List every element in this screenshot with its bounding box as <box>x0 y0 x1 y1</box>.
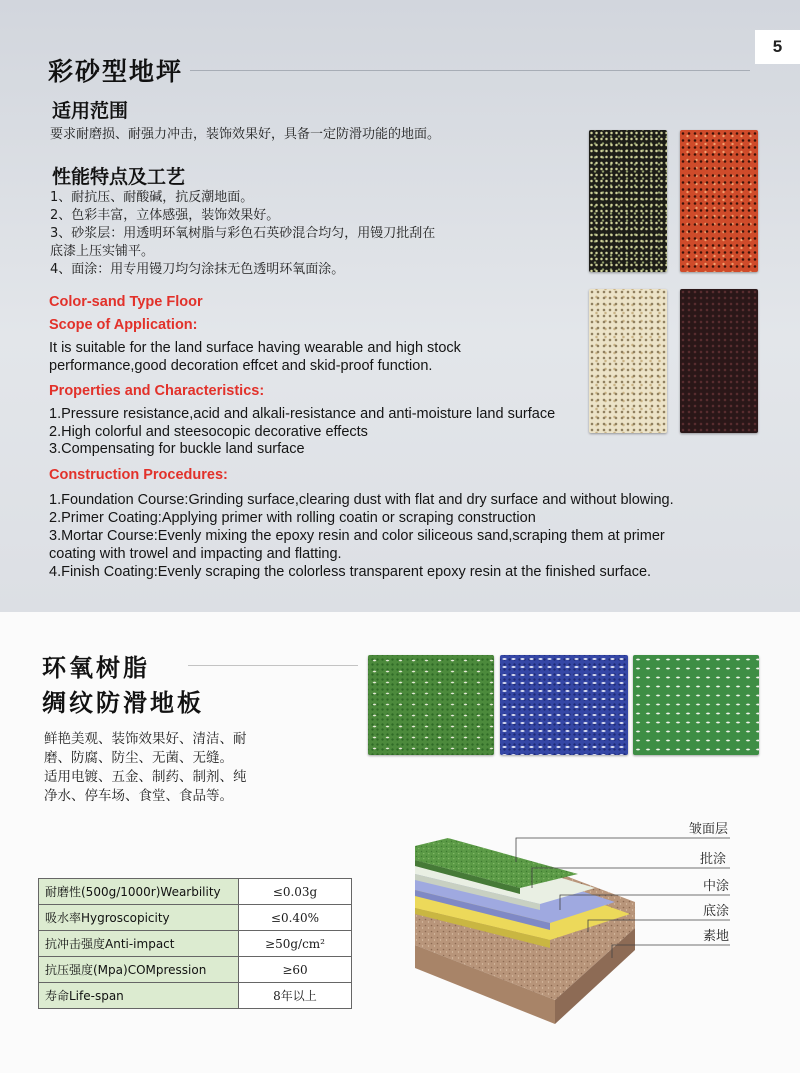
en-construction-heading: Construction Procedures: <box>49 467 228 483</box>
sample-swatch-cream <box>589 289 667 433</box>
en-property-line: 1.Pressure resistance,acid and alkali-resistance and anti-moisture land surface <box>49 406 556 422</box>
feature-line: 4、面涂：用专用镘刀均匀涂抹无色透明环氧面涂。 <box>50 262 345 277</box>
en-property-line: 3.Compensating for buckle land surface <box>49 441 305 457</box>
en-construction-line: 3.Mortar Course:Evenly mixing the epoxy resin and color siliceous sand,scraping them at primer <box>49 528 665 544</box>
scope-heading: 适用范围 <box>52 100 129 122</box>
property-value: ≥50g/cm² <box>239 931 352 957</box>
sample-swatch-dark <box>680 289 758 433</box>
en-scope-heading: Scope of Application: <box>49 317 198 333</box>
en-construction-line: 4.Finish Coating:Evenly scraping the colorless transparent epoxy resin at the finished surface. <box>49 564 652 580</box>
page-number: 5 <box>755 30 800 64</box>
en-title: Color-sand Type Floor <box>49 294 203 310</box>
en-property-line: 2.High colorful and steesocopic decorative effects <box>49 424 368 440</box>
epoxy-swatch-blue <box>500 655 628 755</box>
property-value: ≤0.03g <box>239 879 352 905</box>
epoxy-swatch-green-light <box>633 655 759 755</box>
floor-layer-diagram <box>400 810 800 1035</box>
layer-label: 皱面层 <box>689 822 729 837</box>
section2-desc-line: 适用电镀、五金、制药、制剂、纯 <box>44 769 247 785</box>
property-label: 吸水率Hygroscopicity <box>39 905 239 931</box>
section2-desc-line: 磨、防腐、防尘、无菌、无缝。 <box>44 750 233 766</box>
epoxy-swatch-green <box>368 655 494 755</box>
table-row <box>39 983 352 1009</box>
section2-title-line1: 环氧树脂 <box>42 653 150 682</box>
section2-desc-line: 净水、停车场、食堂、食品等。 <box>44 788 233 804</box>
property-value: 8年以上 <box>239 983 352 1009</box>
section1-title: 彩砂型地坪 <box>48 57 184 86</box>
table-row <box>39 957 352 983</box>
en-scope-line: performance,good decoration effcet and skid-proof function. <box>49 358 433 374</box>
property-label: 寿命Life-span <box>39 983 239 1009</box>
layer-label: 批涂 <box>700 852 727 867</box>
section2-divider <box>188 665 358 666</box>
feature-line: 2、色彩丰富，立体感强，装饰效果好。 <box>50 208 280 223</box>
property-value: ≥60 <box>239 957 352 983</box>
feature-line: 底漆上压实铺平。 <box>50 244 155 259</box>
en-scope-line: It is suitable for the land surface having wearable and high stock <box>49 340 461 356</box>
table-row <box>39 879 352 905</box>
layer-label: 素地 <box>703 929 730 944</box>
property-label: 抗压强度(Mpa)COMpression <box>39 957 239 983</box>
en-properties-heading: Properties and Characteristics: <box>49 383 265 399</box>
table-row <box>39 931 352 957</box>
sample-swatch-red <box>680 130 758 272</box>
properties-table <box>38 878 352 1009</box>
table-row <box>39 905 352 931</box>
leader-line <box>516 838 730 862</box>
scope-text: 要求耐磨损、耐强力冲击，装饰效果好，具备一定防滑功能的地面。 <box>50 127 441 142</box>
en-construction-line: coating with trowel and impacting and flatting. <box>49 546 342 562</box>
property-label: 抗冲击强度Anti-impact <box>39 931 239 957</box>
section2-desc-line: 鲜艳美观、装饰效果好、清洁、耐 <box>44 731 247 747</box>
feature-line: 1、耐抗压、耐酸碱，抗反潮地面。 <box>50 190 254 205</box>
title-divider <box>190 70 750 71</box>
property-value: ≤0.40% <box>239 905 352 931</box>
en-construction-line: 1.Foundation Course:Grinding surface,clearing dust with flat and dry surface and without blowing. <box>49 492 674 508</box>
en-construction-line: 2.Primer Coating:Applying primer with rolling coatin or scraping construction <box>49 510 536 526</box>
layer-label: 中涂 <box>703 879 730 894</box>
section2-title-line2: 绸纹防滑地板 <box>42 688 204 717</box>
feature-line: 3、砂浆层：用透明环氧树脂与彩色石英砂混合均匀，用镘刀批刮在 <box>50 226 436 241</box>
layer-label: 底涂 <box>703 904 730 919</box>
sample-swatch-black <box>589 130 667 272</box>
features-heading: 性能特点及工艺 <box>52 166 186 188</box>
property-label: 耐磨性(500g/1000r)Wearbility <box>39 879 239 905</box>
